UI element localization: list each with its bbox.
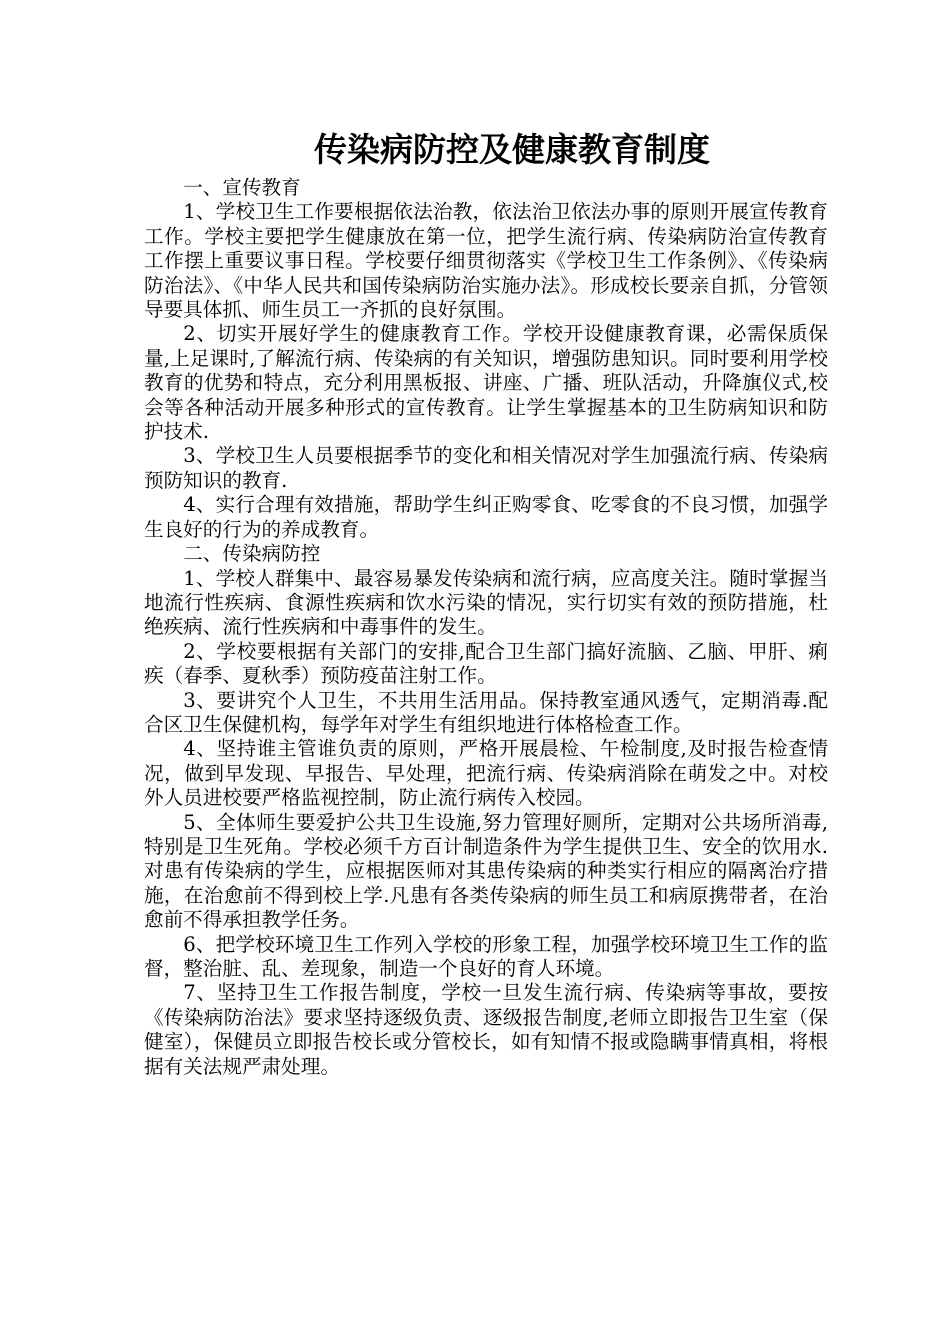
paragraph: 1、学校卫生工作要根据依法治教，依法治卫依法办事的原则开展宣传教育工作。学校主要把学生健康放在第一位，把学生流行病、传染病防治宣传教育工作摆上重要议事日程。学校要仔细贯彻落实《学校卫生工作条例》、《传染病防治法》、《中华人民共和国传染病防治实施办法》。形成校长要亲自抓，分管领导要具体抓、师生员工一齐抓的良好氛围。 xyxy=(144,200,828,322)
paragraph: 2、学校要根据有关部门的安排,配合卫生部门搞好流脑、乙脑、甲肝、痢疾（春季、夏秋季）预防疫苗注射工作。 xyxy=(144,639,828,688)
paragraph: 3、要讲究个人卫生，不共用生活用品。保持教室通风透气，定期消毒.配合区卫生保健机构，每学年对学生有组织地进行体格检查工作。 xyxy=(144,688,828,736)
document-body xyxy=(144,176,828,1079)
paragraph: 2、切实开展好学生的健康教育工作。学校开设健康教育课，必需保质保量,上足课时,了解流行病、传染病的有关知识，增强防患知识。同时要利用学校教育的优势和特点，充分利用黑板报、讲座、广播、班队活动，升降旗仪式,校会等各种活动开展多种形式的宣传教育。让学生掌握基本的卫生防病知识和防护技术. xyxy=(144,322,828,444)
paragraph: 5、全体师生要爱护公共卫生设施,努力管理好厕所，定期对公共场所消毒,特别是卫生死角。学校必须千方百计制造条件为学生提供卫生、安全的饮用水.对患有传染病的学生，应根据医师对其患传染病的种类实行相应的隔离治疗措施，在治愈前不得到校上学.凡患有各类传染病的师生员工和病原携带者，在治愈前不得承担教学任务。 xyxy=(144,810,828,932)
paragraph: 1、学校人群集中、最容易暴发传染病和流行病，应高度关注。随时掌握当地流行性疾病、食源性疾病和饮水污染的情况，实行切实有效的预防措施，杜绝疾病、流行性疾病和中毒事件的发生。 xyxy=(144,566,828,639)
paragraph: 3、学校卫生人员要根据季节的变化和相关情况对学生加强流行病、传染病预防知识的教育. xyxy=(144,444,828,492)
document-title: 传染病防控及健康教育制度 xyxy=(314,130,710,169)
document-page xyxy=(144,128,828,1079)
paragraph: 6、把学校环境卫生工作列入学校的形象工程，加强学校环境卫生工作的监督，整治脏、乱、差现象，制造一个良好的育人环境。 xyxy=(144,932,828,980)
paragraph: 4、坚持谁主管谁负责的原则，严格开展晨检、午检制度,及时报告检查情况，做到早发现、早报告、早处理，把流行病、传染病消除在萌发之中。对校外人员进校要严格监视控制，防止流行病传入校园。 xyxy=(144,737,828,810)
section-heading-publicity: 一、宣传教育 xyxy=(183,176,301,199)
paragraph: 7、坚持卫生工作报告制度，学校一旦发生流行病、传染病等事故，要按《传染病防治法》要求坚持逐级负责、逐级报告制度,老师立即报告卫生室（保健室），保健员立即报告校长或分管校长，如有知情不报或隐瞒事情真相，将根据有关法规严肃处理。 xyxy=(144,981,828,1078)
section-heading-prevention: 二、传染病防控 xyxy=(183,542,321,566)
paragraph: 4、实行合理有效措施，帮助学生纠正购零食、吃零食的不良习惯，加强学生良好的行为的养成教育。 xyxy=(144,493,828,541)
